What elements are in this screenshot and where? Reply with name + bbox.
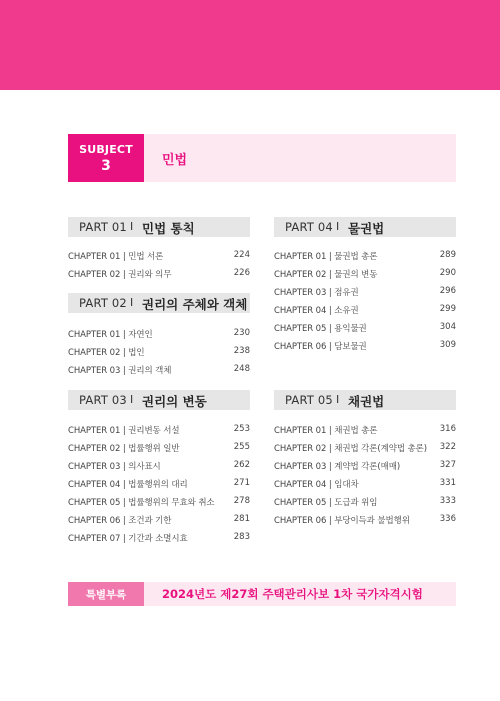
chapter-label: CHAPTER 01 | 자연인 bbox=[68, 330, 153, 340]
chapter-page: 248 bbox=[233, 364, 250, 374]
part-separator: I bbox=[130, 296, 134, 309]
chapter-page: 322 bbox=[439, 442, 456, 452]
chapter-page: 299 bbox=[439, 304, 456, 314]
chapter-item[interactable] bbox=[68, 477, 250, 491]
chapter-item[interactable] bbox=[68, 345, 250, 359]
chapter-item[interactable] bbox=[274, 459, 456, 473]
chapter-page: 304 bbox=[439, 322, 456, 332]
chapter-item[interactable] bbox=[68, 423, 250, 437]
part-label: PART 03 bbox=[79, 393, 127, 407]
chapter-label: CHAPTER 06 | 부당이득과 불법행위 bbox=[274, 516, 410, 526]
subject-banner bbox=[68, 134, 456, 182]
subject-title: 민법 bbox=[162, 153, 188, 168]
chapter-item[interactable] bbox=[68, 459, 250, 473]
part-title: 채권법 bbox=[348, 394, 385, 409]
part-separator: I bbox=[336, 220, 340, 233]
chapter-page: 281 bbox=[233, 514, 250, 524]
chapter-page: 283 bbox=[233, 532, 250, 542]
chapter-page: 331 bbox=[439, 478, 456, 488]
part-label: PART 01 bbox=[79, 220, 127, 234]
chapter-page: 226 bbox=[233, 268, 250, 278]
subject-number: 3 bbox=[101, 158, 111, 174]
chapter-page: 278 bbox=[233, 496, 250, 506]
chapter-page: 271 bbox=[233, 478, 250, 488]
chapter-item[interactable] bbox=[68, 513, 250, 527]
chapter-page: 327 bbox=[439, 460, 456, 470]
chapter-item[interactable] bbox=[68, 327, 250, 341]
chapter-item[interactable] bbox=[274, 303, 456, 317]
part-05-header[interactable] bbox=[274, 390, 456, 410]
chapter-item[interactable] bbox=[68, 495, 250, 509]
chapter-page: 290 bbox=[439, 268, 456, 278]
part-separator: I bbox=[130, 393, 134, 406]
chapter-page: 255 bbox=[233, 442, 250, 452]
subject-label: SUBJECT bbox=[79, 143, 133, 156]
chapter-page: 224 bbox=[233, 250, 250, 260]
chapter-label: CHAPTER 03 | 의사표시 bbox=[68, 462, 161, 472]
chapter-page: 309 bbox=[439, 340, 456, 350]
chapter-item[interactable] bbox=[274, 321, 456, 335]
special-label: 특별부록 bbox=[85, 589, 127, 601]
chapter-label: CHAPTER 04 | 소유권 bbox=[274, 306, 359, 316]
chapter-item[interactable] bbox=[274, 249, 456, 263]
chapter-item[interactable] bbox=[274, 285, 456, 299]
chapter-label: CHAPTER 02 | 법인 bbox=[68, 348, 145, 358]
chapter-page: 296 bbox=[439, 286, 456, 296]
subject-badge bbox=[68, 134, 144, 182]
chapter-item[interactable] bbox=[68, 363, 250, 377]
chapter-page: 289 bbox=[439, 250, 456, 260]
chapter-label: CHAPTER 06 | 조건과 기한 bbox=[68, 516, 172, 526]
chapter-label: CHAPTER 02 | 채권법 각론(계약법 총론) bbox=[274, 444, 427, 454]
chapter-item[interactable] bbox=[274, 513, 456, 527]
chapter-item[interactable] bbox=[68, 249, 250, 263]
chapter-page: 253 bbox=[233, 424, 250, 434]
chapter-label: CHAPTER 03 | 점유권 bbox=[274, 288, 359, 298]
part-label: PART 02 bbox=[79, 296, 127, 310]
part-label: PART 04 bbox=[285, 220, 333, 234]
chapter-page: 336 bbox=[439, 514, 456, 524]
part-title: 권리의 변동 bbox=[142, 394, 207, 409]
chapter-item[interactable] bbox=[68, 441, 250, 455]
chapter-item[interactable] bbox=[274, 423, 456, 437]
part-03-header[interactable] bbox=[68, 390, 250, 410]
chapter-item[interactable] bbox=[274, 477, 456, 491]
chapter-label: CHAPTER 06 | 담보물권 bbox=[274, 342, 367, 352]
chapter-page: 316 bbox=[439, 424, 456, 434]
chapter-item[interactable] bbox=[274, 441, 456, 455]
chapter-label: CHAPTER 01 | 채권법 총론 bbox=[274, 426, 378, 436]
special-badge bbox=[68, 582, 144, 606]
top-color-band bbox=[0, 0, 500, 90]
chapter-label: CHAPTER 05 | 법률행위의 무효와 취소 bbox=[68, 498, 215, 508]
part-separator: I bbox=[336, 393, 340, 406]
chapter-label: CHAPTER 04 | 임대차 bbox=[274, 480, 359, 490]
special-title: 2024년도 제27회 주택관리사보 1차 국가자격시험 bbox=[162, 587, 423, 601]
chapter-item[interactable] bbox=[274, 339, 456, 353]
chapter-label: CHAPTER 01 | 민법 서론 bbox=[68, 252, 164, 262]
chapter-label: CHAPTER 05 | 도급과 위임 bbox=[274, 498, 378, 508]
chapter-item[interactable] bbox=[68, 267, 250, 281]
part-01-header[interactable] bbox=[68, 217, 250, 237]
chapter-page: 262 bbox=[233, 460, 250, 470]
chapter-item[interactable] bbox=[68, 531, 250, 545]
chapter-item[interactable] bbox=[274, 267, 456, 281]
part-title: 물권법 bbox=[348, 221, 385, 236]
part-04-header[interactable] bbox=[274, 217, 456, 237]
chapter-item[interactable] bbox=[274, 495, 456, 509]
chapter-page: 238 bbox=[233, 346, 250, 356]
part-02-header[interactable] bbox=[68, 293, 250, 313]
chapter-label: CHAPTER 02 | 권리와 의무 bbox=[68, 270, 172, 280]
chapter-page: 333 bbox=[439, 496, 456, 506]
chapter-label: CHAPTER 03 | 계약법 각론(매매) bbox=[274, 462, 401, 472]
chapter-label: CHAPTER 04 | 법률행위의 대리 bbox=[68, 480, 188, 490]
chapter-label: CHAPTER 07 | 기간과 소멸시효 bbox=[68, 534, 188, 544]
part-separator: I bbox=[130, 220, 134, 233]
chapter-page: 230 bbox=[233, 328, 250, 338]
part-label: PART 05 bbox=[285, 393, 333, 407]
chapter-label: CHAPTER 02 | 법률행위 일반 bbox=[68, 444, 180, 454]
chapter-label: CHAPTER 03 | 권리의 객체 bbox=[68, 366, 172, 376]
part-title: 권리의 주체와 객체 bbox=[142, 297, 248, 312]
chapter-label: CHAPTER 01 | 권리변동 서설 bbox=[68, 426, 180, 436]
special-appendix-banner[interactable] bbox=[68, 582, 456, 606]
chapter-label: CHAPTER 02 | 물권의 변동 bbox=[274, 270, 378, 280]
part-title: 민법 통칙 bbox=[142, 221, 195, 236]
chapter-label: CHAPTER 05 | 용익물권 bbox=[274, 324, 367, 334]
chapter-label: CHAPTER 01 | 물권법 총론 bbox=[274, 252, 378, 262]
